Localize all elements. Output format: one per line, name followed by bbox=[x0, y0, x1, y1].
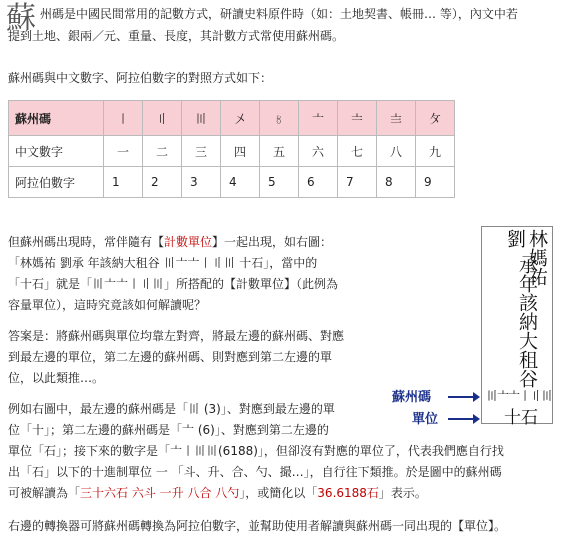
chinese-cell: 四 bbox=[221, 136, 260, 167]
chinese-cell: 五 bbox=[260, 136, 299, 167]
suzhou-cell: 〤 bbox=[221, 101, 260, 136]
figure-column-left: 劉 bbox=[504, 229, 526, 248]
para4-text: 」表示。 bbox=[378, 486, 427, 500]
highlight-simplified: 36.6188石 bbox=[317, 486, 379, 500]
suzhou-cell: 〨 bbox=[377, 101, 416, 136]
arabic-cell: 1 bbox=[104, 167, 143, 198]
chinese-cell: 六 bbox=[299, 136, 338, 167]
para4-line-2: 位「十」；第二左邊的蘇州碼是「〦 (6)」、對應到第二左邊的 bbox=[8, 423, 329, 437]
figure-column-right: 林媽祐 bbox=[526, 229, 548, 286]
table-row-chinese bbox=[9, 136, 455, 167]
figure-suzhou-codes: 〣〦〦〡〢〣 bbox=[486, 389, 553, 403]
para3-line-3: 位，以此類推…。 bbox=[8, 371, 105, 385]
suzhou-cell: 〡 bbox=[104, 101, 143, 136]
para2-text: 】一起出現，如右圖： bbox=[212, 235, 333, 249]
arabic-cell: 6 bbox=[299, 167, 338, 198]
chinese-cell: 二 bbox=[143, 136, 182, 167]
suzhou-cell: 〥 bbox=[260, 101, 299, 136]
chinese-cell: 七 bbox=[338, 136, 377, 167]
arrow-to-unit bbox=[448, 418, 474, 420]
highlight-interpretation: 三十六石 六斗 一升 八合 八勺 bbox=[80, 486, 240, 500]
para2-line-4: 容量單位），這時究竟該如何解讀呢？ bbox=[8, 298, 207, 312]
para2-text: 但蘇州碼出現時，常伴隨有【 bbox=[8, 235, 165, 249]
row-label: 蘇州碼 bbox=[9, 101, 104, 136]
arrow-to-codes bbox=[448, 396, 474, 398]
highlight-unit-term: 計數單位 bbox=[164, 235, 213, 249]
document-excerpt-figure bbox=[481, 226, 553, 428]
arabic-cell: 8 bbox=[377, 167, 416, 198]
table-row-arabic bbox=[9, 167, 455, 198]
suzhou-cell: 〢 bbox=[143, 101, 182, 136]
arabic-cell: 5 bbox=[260, 167, 299, 198]
chinese-cell: 九 bbox=[416, 136, 455, 167]
para5-line: 右邊的轉換器可將蘇州碼轉換為阿拉伯數字，並幫助使用者解讀與蘇州碼一同出現的【單位】。 bbox=[8, 519, 507, 533]
suzhou-cell: 〦 bbox=[299, 101, 338, 136]
intro-line-1: 州碼是中國民間常用的記數方式，研讀史料原件時（如：土地契書、帳冊… 等），內文中若 bbox=[40, 7, 518, 21]
para4-line-3: 單位「石」；接下來的數字是「〦〡〣〣(6188)」，但卻沒有對應的單位了，代表我們應自行找 bbox=[8, 444, 504, 458]
para4-line-1: 例如右圖中，最左邊的蘇州碼是「〣 (3)」、對應到最左邊的單 bbox=[8, 402, 335, 416]
para4-line-5 bbox=[8, 483, 427, 504]
arabic-cell: 4 bbox=[221, 167, 260, 198]
table-intro: 蘇州碼與中文數字、阿拉伯數字的對照方式如下： bbox=[8, 71, 273, 85]
arabic-cell: 9 bbox=[416, 167, 455, 198]
arabic-cell: 7 bbox=[338, 167, 377, 198]
suzhou-cell: 〣 bbox=[182, 101, 221, 136]
para2-line-3: 「十石」就是「〣〦〦〡〢〣」所搭配的【計數單位】（此例為 bbox=[8, 277, 339, 291]
para4-text: 可被解讀為「 bbox=[8, 486, 81, 500]
intro-line-2: 提到土地、銀兩／元、重量、長度，其計數方式常使用蘇州碼。 bbox=[8, 29, 345, 43]
arabic-cell: 2 bbox=[143, 167, 182, 198]
suzhou-cell: 〩 bbox=[416, 101, 455, 136]
dropcap-character: 蘇 bbox=[6, 1, 36, 36]
chinese-cell: 八 bbox=[377, 136, 416, 167]
table-row-suzhou bbox=[9, 101, 455, 136]
para3-line-2: 到最左邊的單位，第二左邊的蘇州碼、則對應到第二左邊的單 bbox=[8, 350, 333, 364]
figure-unit: 十石 bbox=[504, 408, 538, 428]
figure-column-middle: 承年該納大租谷 bbox=[516, 255, 538, 388]
para2-line-2: 「林媽祐 劉承 年該納大租谷 〣〦〦〡〢〣 十石」，當中的 bbox=[8, 256, 318, 270]
suzhou-cell: 〧 bbox=[338, 101, 377, 136]
para3-line-1: 答案是：將蘇州碼與單位均靠左對齊，將最左邊的蘇州碼、對應 bbox=[8, 329, 345, 343]
row-label: 阿拉伯數字 bbox=[9, 167, 104, 198]
para2-line-1 bbox=[8, 232, 332, 253]
chinese-cell: 一 bbox=[104, 136, 143, 167]
numeral-comparison-table bbox=[8, 100, 455, 198]
para4-line-4: 出「石」以下的十進制單位 一 「斗、升、合、勺、撮…」，自行往下類推。於是圖中的蘇州碼 bbox=[8, 465, 502, 479]
arabic-cell: 3 bbox=[182, 167, 221, 198]
row-label: 中文數字 bbox=[9, 136, 104, 167]
label-unit: 單位 bbox=[412, 412, 439, 427]
chinese-cell: 三 bbox=[182, 136, 221, 167]
para4-text: 」，或簡化以「 bbox=[239, 486, 318, 500]
label-suzhou-codes: 蘇州碼 bbox=[392, 390, 432, 405]
